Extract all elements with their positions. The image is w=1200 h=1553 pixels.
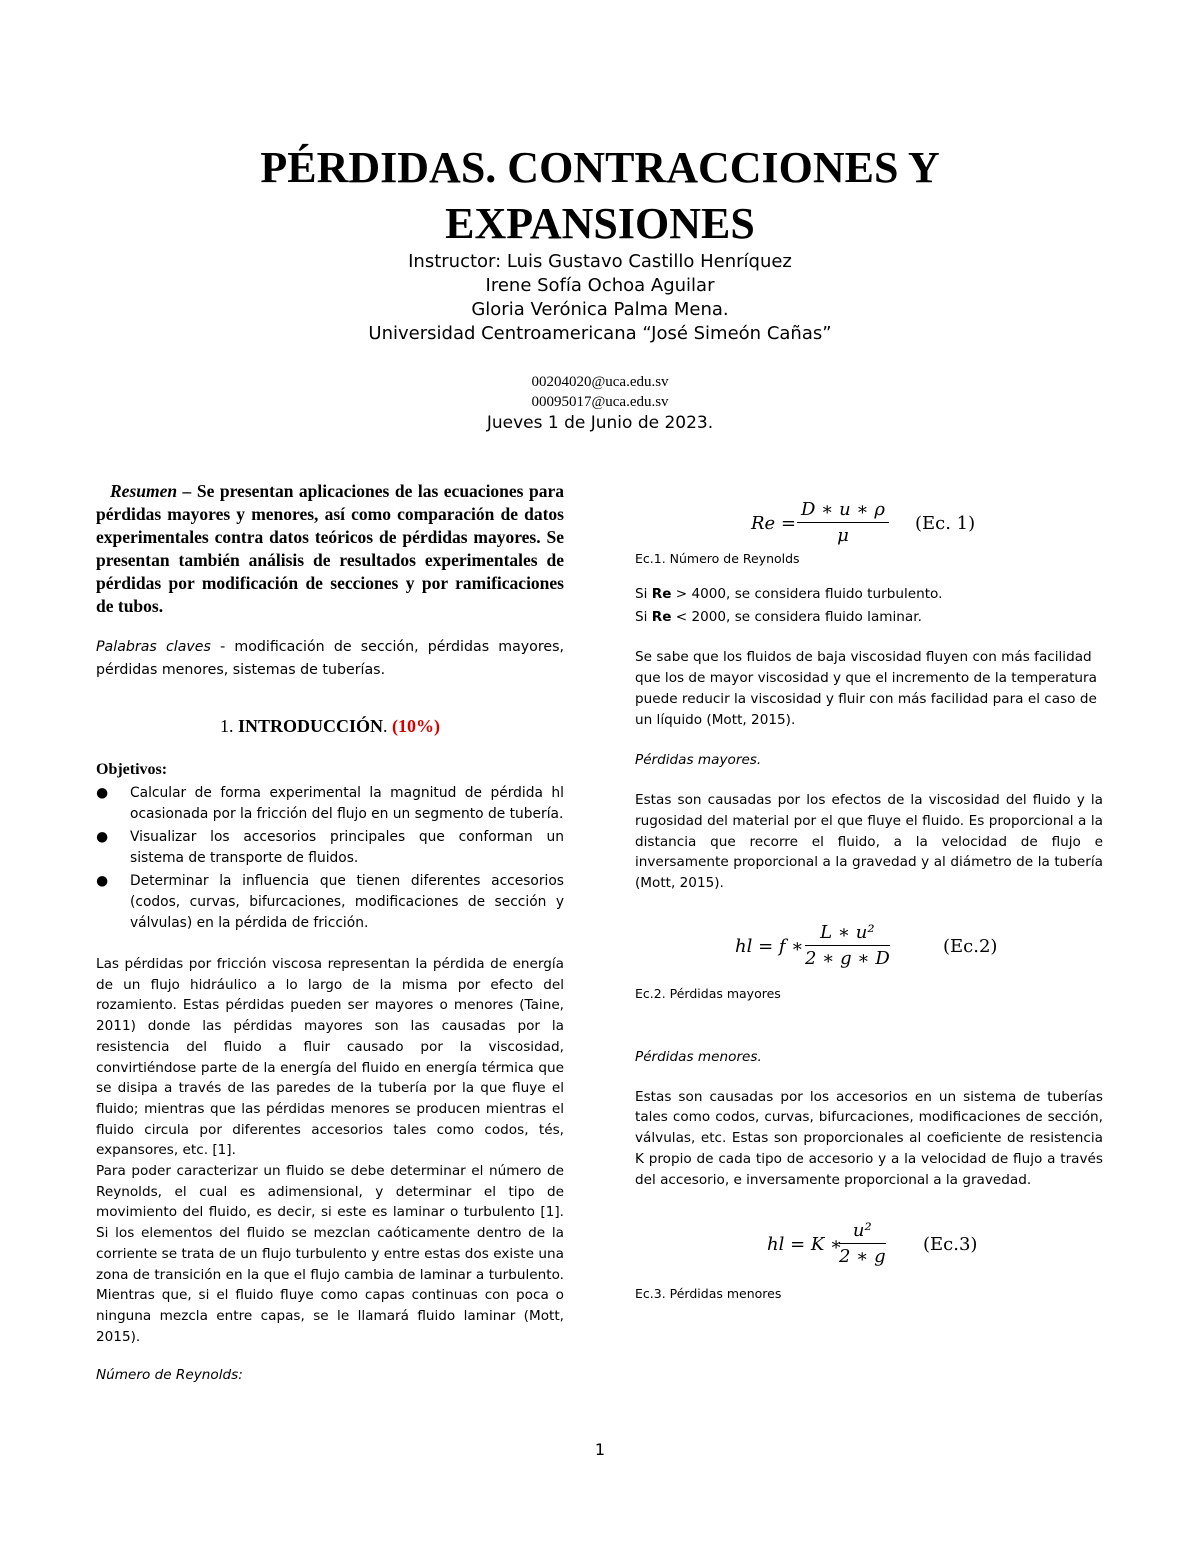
abstract-lead: Resumen – [110,481,192,501]
author-2: Gloria Verónica Palma Mena. [471,299,729,320]
section-weight: (10%) [392,716,440,736]
list-item [96,871,564,934]
instructor-name: Instructor: Luis Gustavo Castillo Henríquez [408,251,792,272]
email-1[interactable]: 00204020@uca.edu.sv [531,374,669,390]
left-column [96,480,564,1383]
equation-1 [635,495,1103,555]
objective-text: Determinar la influencia que tienen diferentes accesorios (codos, curvas, bifurcaciones, modificaciones de sección y válvulas) en la pérdida de fricción. [130,873,564,931]
equation-3 [635,1216,1103,1276]
objectives-heading: Objetivos: [96,761,168,778]
page-number: 1 [594,1440,606,1459]
intro-paragraph-2: Para poder caracterizar un fluido se debe determinar el número de Reynolds, el cual es adimensional, y determinar el tipo de movimiento del fluido, es decir, si este es laminar o turbulento [1]. Si los elementos del fluido se mezclan caóticamente dentro de la corriente se trata de un flujo turbulento y entre estas dos existe una zona de transición en la que el flujo cambia de laminar a turbulento. Mientras que, si el fluido fluye como capas continuas con poca o ninguna mezcla entre capas, se le llamará fluido laminar (Mott, 2015). [96,1163,564,1345]
eq1-denominator: μ [837,525,849,546]
email-2[interactable]: 00095017@uca.edu.sv [531,394,669,410]
eq2-numerator: L ∗ u² [805,922,890,946]
eq2-lhs: hl = f ∗ [735,935,804,957]
eq1-numerator: D ∗ u ∗ ρ [797,499,889,523]
title-line-1: PÉRDIDAS. CONTRACCIONES Y [260,143,940,192]
eq1-tag: (Ec. 1) [915,513,976,534]
eq2-fraction [805,922,890,969]
re-text: < 2000, se considera fluido laminar. [671,608,922,625]
re-prefix: Si [635,608,652,625]
major-losses-paragraph: Estas son causadas por los efectos de la viscosidad del fluido y la rugosidad del material por el que fluye el fluido. Es proporcional a la distancia que recorre el fluido, a la velocidad de flujo e inversamente proporcional a la gravedad y al diámetro de la tubería (Mott, 2015). [635,792,1103,892]
list-item [96,827,564,869]
caption-eq2: Ec.2. Pérdidas mayores [635,985,781,1001]
abstract [96,480,564,618]
re-prefix: Si [635,586,652,602]
minor-losses-paragraph: Estas son causadas por los accesorios en un sistema de tuberías tales como codos, curvas, bifurcaciones, modificaciones de sección, válvulas, etc. Estas son proporcionales al coeficiente de resistencia K propio de cada tipo de accesorio y a la velocidad de flujo a través del accesorio, e inversamente proporcional a la gravedad. [635,1088,1103,1188]
eq3-lhs: hl = K ∗ [767,1234,843,1256]
author-1: Irene Sofía Ochoa Aguilar [485,275,715,296]
email-block [0,372,1200,412]
intro-paragraph-1: Las pérdidas por fricción viscosa representan la pérdida de energía de un flujo hidráulico a lo largo de la misma por efecto del rozamiento. Estas pérdidas pueden ser mayores o menores (Taine, 2011) donde las pérdidas mayores son las causadas por la resistencia del fluido a fluir causado por la viscosidad, convirtiéndose parte de la energía del fluido en energía térmica que se disipa a través de las paredes de la tubería por la que fluye el fluido; mientras que las pérdidas menores se producen mientras el fluido circula por diferentes accesorios tales como codos, tés, expansores, etc. [1]. [96,956,564,1159]
paper-title [0,140,1200,252]
eq2-tag: (Ec.2) [943,935,998,957]
eq3-denominator: 2 ∗ g [839,1246,886,1268]
equation-2 [635,918,1103,978]
keywords-text: - modificación de sección, pérdidas mayores, pérdidas menores, sistemas de tuberías. [96,639,564,678]
right-column [635,495,1103,1301]
objective-text: Calcular de forma experimental la magnitud de pérdida hl ocasionada por la fricción del flujo en un segmento de tubería. [130,785,564,822]
keywords-label: Palabras claves [96,639,211,655]
bullet-icon: ● [96,785,109,801]
author-block [0,250,1200,346]
abstract-text: Se presentan aplicaciones de las ecuaciones para pérdidas mayores y menores, así como comparación de datos experimentales contra datos teóricos de pérdidas mayores. Se presentan también análisis de resultados experimentales de pérdidas por modificación de secciones y por ramificaciones de tubos. [96,481,564,616]
caption-eq1: Ec.1. Número de Reynolds [635,551,800,566]
eq1-fraction [797,499,889,546]
bullet-icon: ● [96,873,109,889]
re-text: > 4000, se considera fluido turbulento. [671,586,943,602]
re-laminar [635,607,1103,628]
major-losses-heading: Pérdidas mayores. [635,752,762,769]
re-turbulent [635,584,1103,605]
re-symbol: Re [651,586,672,602]
caption-eq3: Ec.3. Pérdidas menores [635,1286,782,1302]
viscosity-paragraph: Se sabe que los fluidos de baja viscosidad fluyen con más facilidad que los de mayor viscosidad y que el incremento de la temperatura puede reducir la viscosidad y fluir con más facilidad para el caso de un líquido (Mott, 2015). [635,649,1097,728]
university: Universidad Centroamericana “José Simeón Cañas” [368,323,832,344]
section-heading-intro [96,716,564,737]
reynolds-heading: Número de Reynolds: [96,1367,243,1384]
objectives-list [96,783,564,934]
eq1-lhs: Re = [751,513,797,534]
eq3-numerator: u² [839,1220,886,1244]
title-line-2: EXPANSIONES [445,199,755,248]
paper-date: Jueves 1 de Junio de 2023. [486,413,714,433]
bullet-icon: ● [96,829,109,845]
eq2-denominator: 2 ∗ g ∗ D [805,947,890,969]
re-symbol: Re [651,608,672,625]
section-number: 1. [219,716,238,736]
section-title: INTRODUCCIÓN [237,716,383,736]
eq3-tag: (Ec.3) [923,1234,978,1256]
keywords [96,636,564,682]
objective-text: Visualizar los accesorios principales que conforman un sistema de transporte de fluidos. [130,829,564,866]
minor-losses-heading: Pérdidas menores. [635,1048,762,1065]
section-dot: . [383,716,392,736]
list-item [96,783,564,825]
eq3-fraction [839,1220,886,1267]
